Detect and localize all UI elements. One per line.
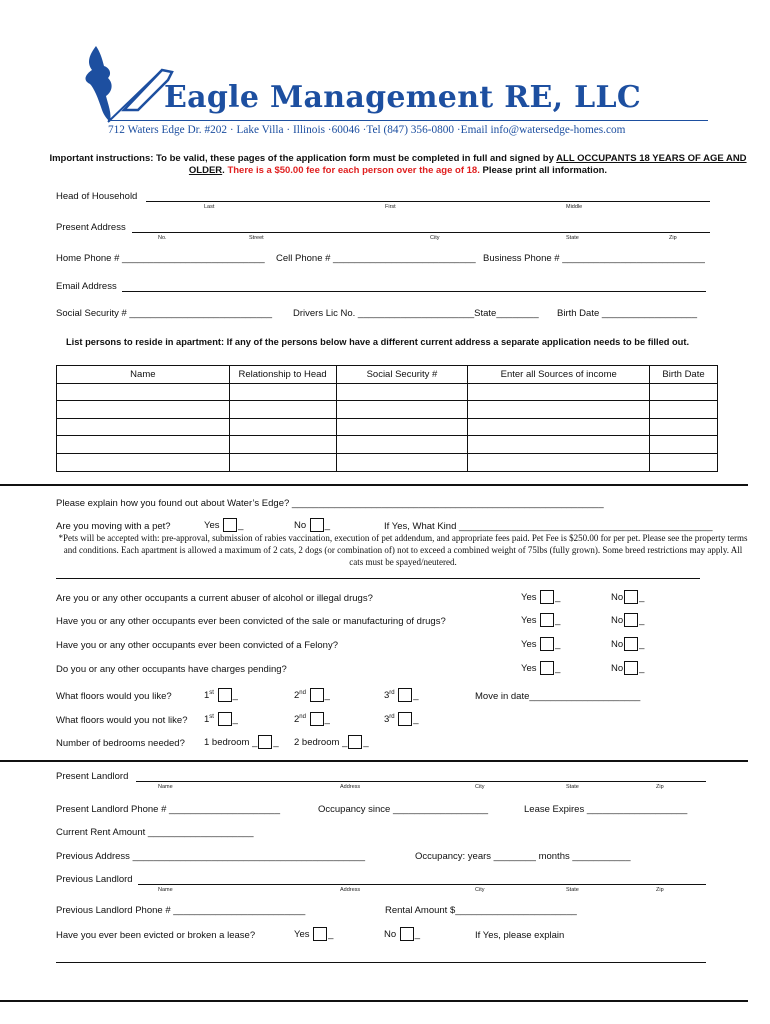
notlike-second-floor[interactable]: 2nd _ — [294, 713, 330, 725]
floors-like-label: What floors would you like? — [56, 691, 172, 702]
eagle-logo-icon — [68, 44, 178, 124]
evicted-no-checkbox[interactable] — [400, 927, 414, 941]
notlike-third-checkbox[interactable] — [398, 712, 412, 726]
evicted-explain-label: If Yes, please explain — [475, 930, 565, 941]
evicted-no-label: No — [384, 929, 397, 940]
instructions-text: Important instructions: To be valid, these pages of the application form must be completed in full and signed by — [49, 153, 557, 164]
pet-note-rule — [56, 578, 700, 579]
sub-name: Name — [158, 887, 173, 893]
sub-street: Street — [249, 235, 264, 241]
cell[interactable] — [468, 436, 650, 454]
sub-no: No. — [158, 235, 167, 241]
birth-date-field[interactable]: Birth Date __________________ — [557, 308, 697, 319]
important-instructions — [48, 153, 748, 177]
col-income: Enter all Sources of income — [468, 366, 650, 384]
q2-no-checkbox[interactable] — [624, 613, 638, 627]
previous-landlord-label: Previous Landlord — [56, 874, 133, 885]
business-phone-field[interactable]: Business Phone # ___________________________ — [483, 253, 705, 264]
cell[interactable] — [650, 453, 718, 471]
two-bedroom-option[interactable]: 2 bedroom _ _ — [294, 737, 369, 748]
cell[interactable] — [229, 383, 336, 401]
head-of-household-label: Head of Household — [56, 191, 138, 202]
cell[interactable] — [229, 453, 336, 471]
one-bedroom-checkbox[interactable] — [258, 735, 272, 749]
current-rent-field[interactable]: Current Rent Amount ____________________ — [56, 827, 254, 838]
pet-yes-label: Yes — [204, 520, 223, 531]
q1-yes-label: Yes — [521, 592, 537, 603]
q2-yes-checkbox[interactable] — [540, 613, 554, 627]
previous-occupancy-field[interactable]: Occupancy: years ________ months ___________ — [415, 851, 631, 862]
q1-yes-checkbox[interactable] — [540, 590, 554, 604]
sub-city: City — [430, 235, 440, 241]
cell[interactable] — [57, 383, 230, 401]
pet-no-checkbox[interactable] — [310, 518, 324, 532]
col-name: Name — [57, 366, 230, 384]
q3-no-option[interactable]: No _ — [611, 639, 645, 650]
evicted-yes-label: Yes — [294, 929, 310, 940]
like-third-checkbox[interactable] — [398, 688, 412, 702]
floor-sup: rd — [389, 689, 395, 696]
evicted-yes-checkbox[interactable] — [313, 927, 327, 941]
present-address-label: Present Address — [56, 222, 126, 233]
previous-address-field[interactable]: Previous Address ____________________________________________ — [56, 851, 366, 862]
notlike-second-checkbox[interactable] — [310, 712, 324, 726]
question-felony: Have you or any other occupants ever been convicted of a Felony? — [56, 640, 339, 651]
table-row[interactable] — [57, 418, 718, 436]
home-phone-field[interactable]: Home Phone # ___________________________ — [56, 253, 265, 264]
present-address-field[interactable] — [132, 232, 710, 233]
evicted-question: Have you ever been evicted or broken a lease? — [56, 930, 256, 941]
table-row[interactable] — [57, 453, 718, 471]
question-drugs-abuse: Are you or any other occupants a current abuser of alcohol or illegal drugs? — [56, 593, 373, 604]
notlike-third-floor[interactable]: 3rd _ — [384, 713, 419, 725]
cell[interactable] — [229, 418, 336, 436]
floor-sup: st — [209, 713, 214, 720]
floor-num: 3 — [384, 714, 390, 725]
company-address-line: 712 Waters Edge Dr. #202 · Lake Villa · Illinois ·60046 ·Tel (847) 356-0800 ·Email info@watersedge-homes.com — [108, 120, 708, 136]
question-charges: Do you or any other occupants have charges pending? — [56, 664, 287, 675]
table-row[interactable] — [57, 436, 718, 454]
evicted-explain-field[interactable] — [56, 962, 706, 963]
cell[interactable] — [650, 401, 718, 419]
pet-yes-option[interactable]: Yes _ — [204, 520, 244, 531]
q4-yes-option[interactable]: Yes _ — [521, 663, 561, 674]
col-birth-date: Birth Date — [650, 366, 718, 384]
cell[interactable] — [468, 453, 650, 471]
floors-not-like-label: What floors would you not like? — [56, 715, 188, 726]
instructions-punct: . — [222, 165, 228, 176]
col-relationship: Relationship to Head — [229, 366, 336, 384]
cell[interactable] — [336, 418, 468, 436]
table-row[interactable] — [57, 401, 718, 419]
two-bedroom-label: 2 bedroom — [294, 737, 343, 748]
ssn-field[interactable]: Social Security # ___________________________ — [56, 308, 273, 319]
sub-zip: Zip — [656, 784, 664, 790]
pet-kind-field[interactable]: If Yes, What Kind ________________________________________________ — [384, 521, 713, 532]
q4-yes-label: Yes — [521, 663, 537, 674]
one-bedroom-option[interactable]: 1 bedroom _ _ — [204, 737, 279, 748]
cell[interactable] — [57, 453, 230, 471]
like-second-floor[interactable]: 2nd _ — [294, 689, 330, 701]
like-first-checkbox[interactable] — [218, 688, 232, 702]
sub-state: State — [566, 235, 579, 241]
q3-no-label: No — [611, 639, 624, 650]
pet-yes-checkbox[interactable] — [223, 518, 237, 532]
previous-landlord-field[interactable] — [138, 884, 706, 885]
notlike-first-checkbox[interactable] — [218, 712, 232, 726]
occupants-table — [56, 365, 718, 472]
company-name: Eagle Management RE, LLC — [164, 80, 642, 115]
q3-yes-label: Yes — [521, 639, 537, 650]
cell[interactable] — [650, 383, 718, 401]
cell[interactable] — [229, 401, 336, 419]
q2-no-option[interactable]: No _ — [611, 615, 645, 626]
sub-zip: Zip — [669, 235, 677, 241]
q3-no-checkbox[interactable] — [624, 637, 638, 651]
found-out-field[interactable]: Please explain how you found out about Water’s Edge? ___________________________________________________________ — [56, 498, 604, 509]
q2-no-label: No — [611, 615, 624, 626]
floor-sup: nd — [299, 689, 306, 696]
cell[interactable] — [468, 383, 650, 401]
cell-phone-field[interactable]: Cell Phone # ___________________________ — [276, 253, 476, 264]
floor-num: 2 — [294, 714, 300, 725]
head-of-household-field[interactable] — [146, 201, 710, 202]
q3-yes-option[interactable]: Yes _ — [521, 639, 561, 650]
cell[interactable] — [336, 453, 468, 471]
section-divider — [0, 1000, 748, 1002]
sub-first: First — [385, 204, 396, 210]
sub-city: City — [475, 887, 485, 893]
sub-last: Last — [204, 204, 215, 210]
cell[interactable] — [336, 401, 468, 419]
occupancy-since-field[interactable]: Occupancy since __________________ — [318, 804, 489, 815]
floor-num: 3 — [384, 690, 390, 701]
two-bedroom-checkbox[interactable] — [348, 735, 362, 749]
floor-num: 1 — [204, 690, 210, 701]
previous-landlord-phone-field[interactable]: Previous Landlord Phone # _________________________ — [56, 905, 306, 916]
instructions-fee: There is a $50.00 fee for each person over the age of 18. — [227, 165, 480, 176]
evicted-no-option[interactable]: No _ — [384, 929, 421, 940]
email-field[interactable] — [122, 291, 706, 292]
sub-name: Name — [158, 784, 173, 790]
cell[interactable] — [650, 436, 718, 454]
like-third-floor[interactable]: 3rd _ — [384, 689, 419, 701]
question-drugs-sale: Have you or any other occupants ever been convicted of the sale or manufacturing of drugs? — [56, 616, 446, 627]
q2-yes-option[interactable]: Yes _ — [521, 615, 561, 626]
sub-state: State — [566, 784, 579, 790]
bedrooms-label: Number of bedrooms needed? — [56, 738, 185, 749]
email-label: Email Address — [56, 281, 117, 292]
present-landlord-field[interactable] — [136, 781, 706, 782]
q4-no-label: No — [611, 663, 624, 674]
q1-no-option[interactable]: No _ — [611, 592, 645, 603]
evicted-yes-option[interactable]: Yes _ — [294, 929, 334, 940]
cell[interactable] — [336, 383, 468, 401]
floor-sup: nd — [299, 713, 306, 720]
like-second-checkbox[interactable] — [310, 688, 324, 702]
instructions-print: Please print all information. — [479, 165, 608, 176]
section-divider — [0, 484, 748, 486]
sub-city: City — [475, 784, 485, 790]
cell[interactable] — [229, 436, 336, 454]
cell[interactable] — [57, 436, 230, 454]
col-ssn: Social Security # — [336, 366, 468, 384]
lease-expires-field[interactable]: Lease Expires ___________________ — [524, 804, 688, 815]
cell[interactable] — [468, 401, 650, 419]
q1-yes-option[interactable]: Yes _ — [521, 592, 561, 603]
pet-question: Are you moving with a pet? — [56, 521, 171, 532]
table-row[interactable] — [57, 383, 718, 401]
section-divider — [0, 760, 748, 762]
rental-amount-field[interactable]: Rental Amount $_______________________ — [385, 905, 577, 916]
drivers-license-field[interactable]: Drivers Lic No. ______________________State________ — [293, 308, 539, 319]
q1-no-checkbox[interactable] — [624, 590, 638, 604]
notlike-first-floor[interactable]: 1st _ — [204, 713, 238, 725]
floor-num: 1 — [204, 714, 210, 725]
sub-address: Address — [340, 784, 361, 790]
floor-sup: rd — [389, 713, 395, 720]
move-in-date-field[interactable]: Move in date_____________________ — [475, 691, 641, 702]
q4-yes-checkbox[interactable] — [540, 661, 554, 675]
sub-zip: Zip — [656, 887, 664, 893]
q3-yes-checkbox[interactable] — [540, 637, 554, 651]
present-landlord-label: Present Landlord — [56, 771, 129, 782]
cell[interactable] — [468, 418, 650, 436]
q1-no-label: No — [611, 592, 624, 603]
q4-no-checkbox[interactable] — [624, 661, 638, 675]
floor-num: 2 — [294, 690, 300, 701]
cell[interactable] — [336, 436, 468, 454]
q4-no-option[interactable]: No _ — [611, 663, 645, 674]
cell[interactable] — [57, 401, 230, 419]
present-landlord-phone-field[interactable]: Present Landlord Phone # _____________________ — [56, 804, 280, 815]
pet-no-label: No — [294, 520, 309, 531]
cell[interactable] — [57, 418, 230, 436]
instructions-occupants: ALL OCCUPANTS 18 YEARS OF AGE AND OLDER — [188, 153, 747, 176]
sub-middle: Middle — [566, 204, 583, 210]
floor-sup: st — [209, 689, 214, 696]
pet-policy-note: *Pets will be accepted with: pre-approval, submission of rabies vaccination, execution of pet addendum, and appropriate fees paid. Pet Fee is $250.00 for per pet. Please see the property terms and conditions. Each apartment is allowed a maximum of 2 cats, 2 dogs (or combination of) not to exceed a combined weight of 75lbs (fully grown). Some breed restrictions may apply. All cats must be spayed/neutered. — [58, 533, 748, 567]
one-bedroom-label: 1 bedroom — [204, 737, 253, 748]
like-first-floor[interactable]: 1st _ — [204, 689, 238, 701]
cell[interactable] — [650, 418, 718, 436]
sub-address: Address — [340, 887, 361, 893]
q2-yes-label: Yes — [521, 615, 537, 626]
table-header-row — [57, 366, 718, 384]
list-persons-heading: List persons to reside in apartment: If any of the persons below have a different current address a separate application needs to be filled out. — [66, 337, 690, 347]
pet-no-option[interactable]: No _ — [294, 520, 331, 531]
sub-state: State — [566, 887, 579, 893]
